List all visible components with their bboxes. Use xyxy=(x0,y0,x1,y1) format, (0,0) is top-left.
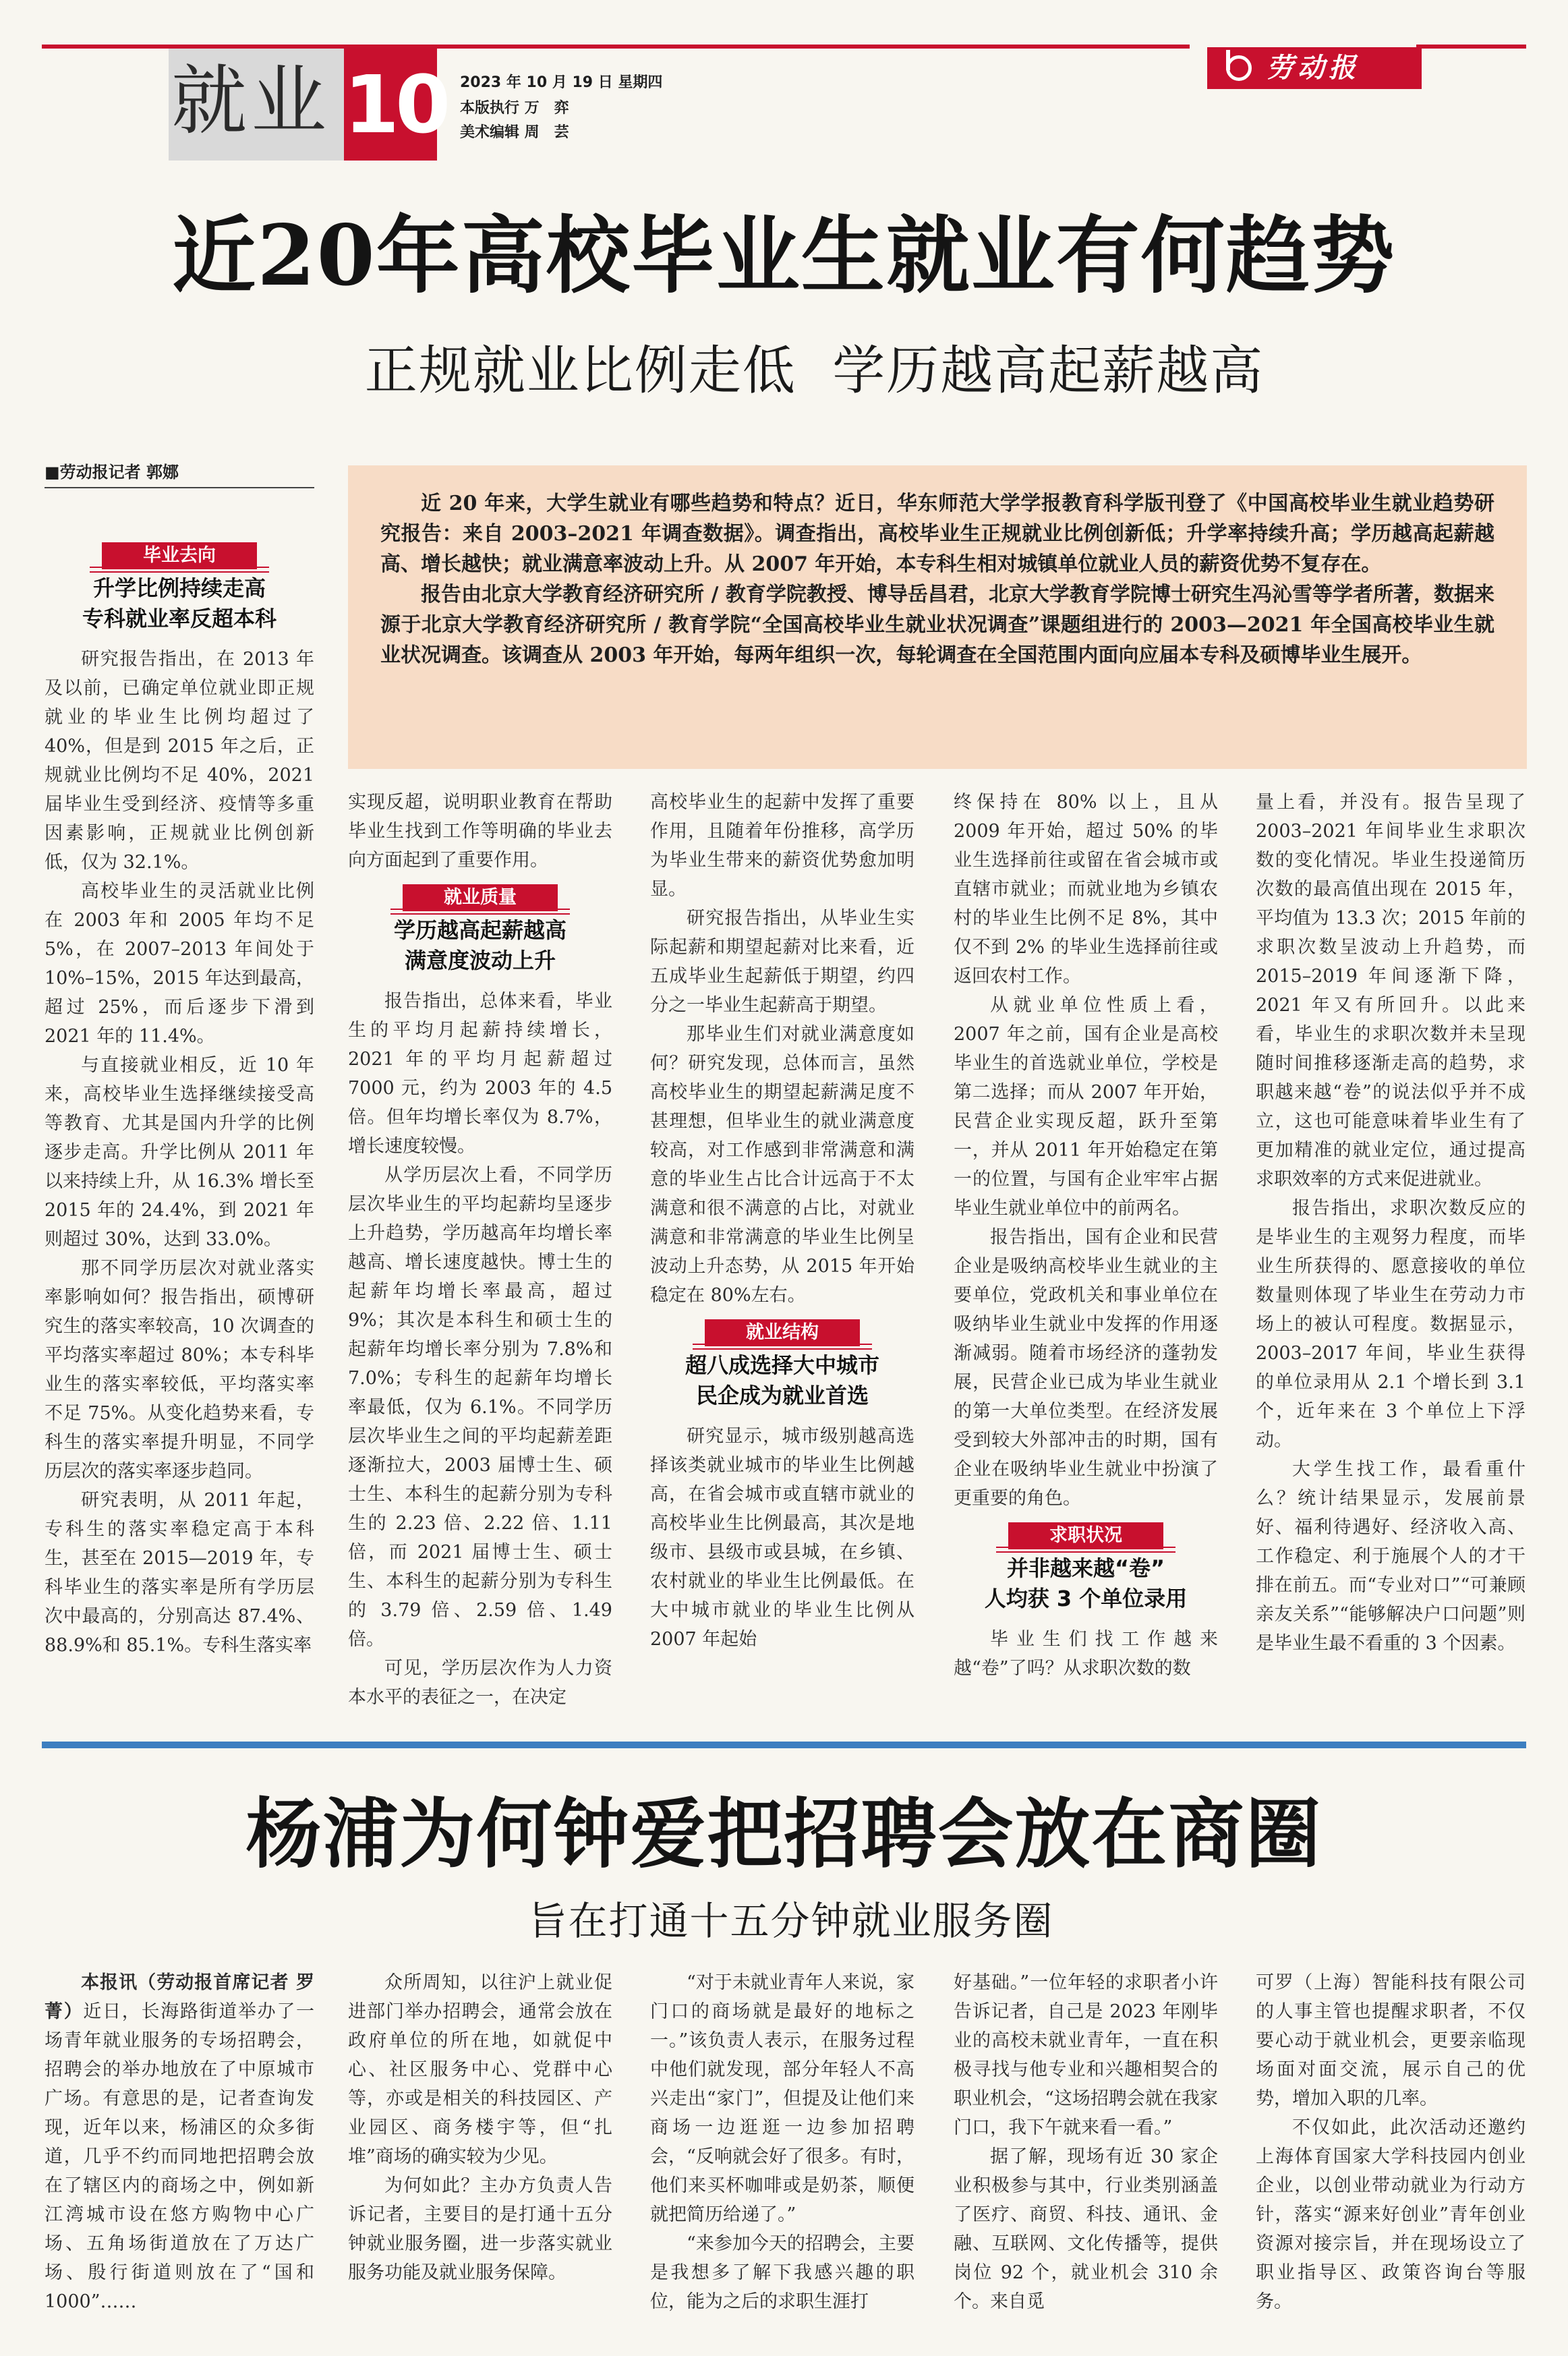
paragraph: 终保持在 80% 以上，且从 2009 年开始，超过 50% 的毕业生选择前往或留在省会城市或直辖市就业；而就业地为乡镇农村的毕业生比例不足 8%，其中仅不到 2% 的毕业生选择前往或返回农村工作。 xyxy=(954,792,1218,987)
page-number: 10 xyxy=(344,58,447,151)
article2-subhead: 旨在打通十五分钟就业服务圈 xyxy=(527,1898,1054,1944)
paragraph: 近日，长海路街道举办了一场青年就业服务的专场招聘会，招聘会的举办地放在了中原城市广场。有意思的是，记者查询发现，近年以来，杨浦区的众多街道，几乎不约而同地把招聘会放在了辖区内的商场之中，例如新江湾城市设在悠方购物中心广场、五角场街道放在了万达广场、殷行街道则放在了“国和 1000”…… xyxy=(45,2001,315,2312)
paragraph: 报告指出，求职次数反应的是毕业生的主观努力程度，而毕业生所获得的、愿意接收的单位数量则体现了毕业生在劳动力市场上的被认可程度。数据显示，2003–2017 年间，毕业生获得的单位录用从 2.1 个增长到 3.1 个，近年来在 3 个单位上下浮动。 xyxy=(1256,1198,1526,1451)
paragraph: 从学历层次上看，不同学历层次毕业生的平均起薪均呈逐步上升趋势，学历越高年均增长率越高、增长速度越快。博士生的起薪年均增长率最高，超过 9%；其次是本科生和硕士生的起薪年均增长率分别为 7.8%和 7.0%；专科生的起薪年均增长率最低，仅为 6.1%。不同学历层次毕业生之间的平均起薪差距逐渐拉大，2003 届博士生、硕士生、本科生的起薪分别为专科生的 2.23 倍、2.22 倍、1.11 倍，而 2021 届博士生、硕士生、本科生的起薪分别为专科生的 3.79 倍、2.59 倍、1.49 倍。 xyxy=(348,1165,612,1650)
lead-paragraph-1: 近 20 年来，大学生就业有哪些趋势和特点？近日，华东师范大学学报教育科学版刊登了《中国高校毕业生就业趋势研究报告：来自 2003–2021 年调查数据》。调查指出，高校毕业生正规就业比例创新低；升学率持续升高；学历越高起薪越高、增长越快；就业满意率波动上升。从 2007 年开始，本专科生相对城镇单位就业人员的薪资优势不复存在。 xyxy=(380,492,1494,576)
section-title-structure: 超八成选择大中城市 民企成为就业首选 xyxy=(685,1352,879,1408)
lead-box xyxy=(348,465,1527,769)
paragraph: 据了解，现场有近 30 家企业积极参与其中，行业类别涵盖了医疗、商贸、科技、通讯、金融、互联网、文化传播等，提供岗位 92 个，就业机会 310 余个。来自觅 xyxy=(954,2146,1218,2312)
paragraph: 从就业单位性质上看，2007 年之前，国有企业是高校毕业生的首选就业单位，学校是第二选择；而从 2007 年开始，民营企业实现反超，跃升至第一，并从 2011 年开始稳定在第一的位置，与国有企业牢牢占据毕业生就业单位中的前两名。 xyxy=(954,995,1218,1219)
paragraph: 高校毕业生的起薪中发挥了重要作用，且随着年份推移，高学历为毕业生带来的薪资优势愈加明显。 xyxy=(650,792,914,900)
article1-column-2 xyxy=(348,788,612,1712)
paragraph: 可见，学历层次作为人力资本水平的表征之一，在决定 xyxy=(348,1658,612,1708)
section-tag-quality: 就业质量 xyxy=(403,884,558,911)
paragraph: 大学生找工作，最看重什么？统计结果显示，发展前景好、福利待遇好、经济收入高、工作稳定、利于施展个人的才干排在前五。而“专业对口”“可兼顾亲友关系”“能够解决户口问题”则是毕业生最不看重的 3 个因素。 xyxy=(1256,1459,1526,1654)
paragraph: “来参加今天的招聘会，主要是我想多了解下我感兴趣的职位，能为之后的求职生涯打 xyxy=(650,2233,914,2312)
article2-column-5 xyxy=(1256,1968,1526,2316)
paragraph: “对于未就业青年人来说，家门口的商场就是最好的地标之一。”该负责人表示，在服务过程中他们就发现，部分年轻人不高兴走出“家门”，但提及让他们来商场一边逛逛一边参加招聘会，“反响就会好了很多。有时，他们来买杯咖啡或是奶茶，顺便就把简历给递了。” xyxy=(650,1972,914,2225)
article1-column-4 xyxy=(954,788,1218,1683)
paragraph: 那毕业生们对就业满意度如何？研究发现，总体而言，虽然高校毕业生的期望起薪满足度不甚理想，但毕业生的就业满意度较高，对工作感到非常满意和满意的毕业生占比合计远高于不太满意和很不满意的占比，对就业满意和非常满意的毕业生比例呈波动上升态势，从 2015 年开始稳定在 80%左右。 xyxy=(650,1024,914,1306)
article2-column-4 xyxy=(954,1968,1218,2316)
article1-column-3 xyxy=(650,788,914,1654)
date-line: 2023 年 10 月 19 日 星期四 xyxy=(460,74,663,91)
paragraph: 那不同学历层次对就业落实率影响如何？报告指出，硕博研究生的落实率较高，10 次调查的平均落实率超过 80%；本专科毕业生的落实率较低，平均落实率不足 75%。从变化趋势来看，专科生的落实率提升明显，不同学历层次的落实率逐步趋同。 xyxy=(45,1258,314,1482)
article2-dateline: 本报讯（劳动报首席记者 罗菁） xyxy=(45,1972,314,2022)
lead-paragraph-2: 报告由北京大学教育经济研究所 / 教育学院教授、博导岳昌君，北京大学教育学院博士研究生冯沁雪等学者所著，数据来源于北京大学教育经济研究所 / 教育学院“全国高校毕业生就业状况调查”课题组进行的 2003—2021 年全国高校毕业生就业状况调查。该调查从 2003 年开始，每两年组织一次，每轮调查在全国范围内面向应届本专科及硕博毕业生展开。 xyxy=(380,583,1494,667)
section-tag-structure: 就业结构 xyxy=(705,1319,860,1346)
paragraph: 好基础。”一位年轻的求职者小许告诉记者，自己是 2023 年刚毕业的高校未就业青年，一直在积极寻找与他专业和兴趣相契合的职业机会，“这场招聘会就在我家门口，我下午就来看一看。” xyxy=(954,1972,1218,2138)
article1-subhead: 正规就业比例走低 学历越高起薪越高 xyxy=(364,341,1265,401)
section-tag-job-search: 求职状况 xyxy=(1008,1522,1163,1549)
section-title-quality: 学历越高起薪越高 满意度波动上升 xyxy=(393,917,567,973)
article2-headline: 杨浦为何钟爱把招聘会放在商圈 xyxy=(245,1790,1323,1878)
paragraph: 可罗（上海）智能科技有限公司的人事主管也提醒求职者，不仅要心动于就业机会，更要亲临现场面对面交流，展示自己的优势，增加入职的几率。 xyxy=(1256,1972,1526,2109)
article1-headline: 近20年高校毕业生就业有何趋势 xyxy=(172,207,1396,305)
byline: ■劳动报记者 郭娜 xyxy=(45,463,179,482)
paper-logo xyxy=(1207,47,1422,89)
editor-line: 本版执行 万 弈 xyxy=(460,100,569,117)
paragraph: 报告指出，总体来看，毕业生的平均月起薪持续增长，2021 年的平均月起薪超过 7000 元，约为 2003 年的 4.5 倍。但年均增长率仅为 8.7%，增长速度较慢。 xyxy=(348,991,612,1157)
logo-mark-icon-stem xyxy=(1226,50,1230,70)
paragraph: 报告指出，国有企业和民营企业是吸纳高校毕业生就业的主要单位，党政机关和事业单位在吸纳毕业生就业中发挥的作用逐渐减弱。随着市场经济的蓬勃发展，民营企业已成为毕业生就业的第一大单位类型。在经济发展受到较大外部冲击的时期，国有企业在吸纳毕业生就业中扮演了更重要的角色。 xyxy=(954,1227,1218,1509)
section-name: 就业 xyxy=(171,57,330,145)
paragraph: 与直接就业相反，近 10 年来，高校毕业生选择继续接受高等教育、尤其是国内升学的比例逐步走高。升学比例从 2011 年以来持续上升，从 16.3% 增长至 2015 年的 24.4%，到 2021 年则超过 30%，达到 33.0%。 xyxy=(45,1055,314,1250)
article1-column-5 xyxy=(1256,788,1526,1658)
paragraph: 众所周知，以往沪上就业促进部门举办招聘会，通常会放在政府单位的所在地，如就促中心、社区服务中心、党群中心等，亦或是相关的科技园区、产业园区、商务楼宇等，但“扎堆”商场的确实较为少见。 xyxy=(348,1972,612,2167)
section-title-job-search: 并非越来越“卷” 人均获 3 个单位录用 xyxy=(984,1555,1188,1611)
paragraph: 研究表明，从 2011 年起，专科生的落实率稳定高于本科生，甚至在 2015—2019 年，专科毕业生的落实率是所有学历层次中最高的，分别高达 87.4%、88.9%和 85.1%。专科生落实率 xyxy=(45,1490,314,1656)
paragraph: 为何如此？主办方负责人告诉记者，主要目的是打通十五分钟就业服务圈，进一步落实就业服务功能及就业服务保障。 xyxy=(348,2175,612,2283)
section-title-graduation: 升学比例持续走高 专科就业率反超本科 xyxy=(82,575,277,631)
paper-name: 劳动报 xyxy=(1267,53,1360,84)
article2-column-3 xyxy=(650,1968,914,2316)
article1-column-1 xyxy=(45,533,314,1660)
article2-column-2 xyxy=(348,1968,612,2287)
paragraph: 研究报告指出，在 2013 年及以前，已确定单位就业即正规就业的毕业生比例均超过了 40%，但是到 2015 年之后，正规就业比例均不足 40%，2021 届毕业生受到经济、疫情等多重因素影响，正规就业比例创新低，仅为 32.1%。 xyxy=(45,649,314,873)
paragraph: 高校毕业生的灵活就业比例在 2003 年和 2005 年均不足 5%，在 2007–2013 年间处于 10%–15%，2015 年达到最高，超过 25%，而后逐步下滑到 2021 年的 11.4%。 xyxy=(45,881,314,1047)
paragraph: 毕业生们找工作越来越“卷”了吗？从求职次数的数 xyxy=(954,1629,1218,1679)
byline-rule xyxy=(45,487,314,488)
paragraph: 研究显示，城市级别越高选择该类就业城市的毕业生比例越高，在省会城市或直辖市就业的高校毕业生比例最高，其次是地级市、县级市或县城，在乡镇、农村就业的毕业生比例最低。在大中城市就业的毕业生比例从 2007 年起始 xyxy=(650,1426,914,1650)
article2-column-1 xyxy=(45,1968,314,2316)
section-tag-graduation: 毕业去向 xyxy=(102,542,257,569)
paragraph: 量上看，并没有。报告呈现了 2003–2021 年间毕业生求职次数的变化情况。毕业生投递简历次数的最高值出现在 2015 年，平均值为 13.3 次；2015 年前的求职次数呈波动上升趋势，而 2015–2019 年间逐渐下降，2021 年又有所回升。以此来看，毕业生的求职次数并未呈现随时间推移逐渐走高的趋势，求职越来越“卷”的说法似乎并不成立，这也可能意味着毕业生有了更加精准的就业定位，通过提高求职效率的方式来促进就业。 xyxy=(1256,792,1526,1190)
designer-line: 美术编辑 周 芸 xyxy=(460,124,569,141)
paragraph: 研究报告指出，从毕业生实际起薪和期望起薪对比来看，近五成毕业生起薪低于期望，约四分之一毕业生起薪高于期望。 xyxy=(650,908,914,1016)
paragraph: 不仅如此，此次活动还邀约上海体育国家大学科技园内创业企业，以创业带动就业为行动方针，落实“源来好创业”青年创业资源对接宗旨，并在现场设立了职业指导区、政策咨询台等服务。 xyxy=(1256,2117,1526,2312)
masthead-rule-right xyxy=(1416,45,1526,49)
article-divider xyxy=(42,1742,1526,1748)
paragraph: 实现反超，说明职业教育在帮助毕业生找到工作等明确的毕业去向方面起到了重要作用。 xyxy=(348,792,612,871)
